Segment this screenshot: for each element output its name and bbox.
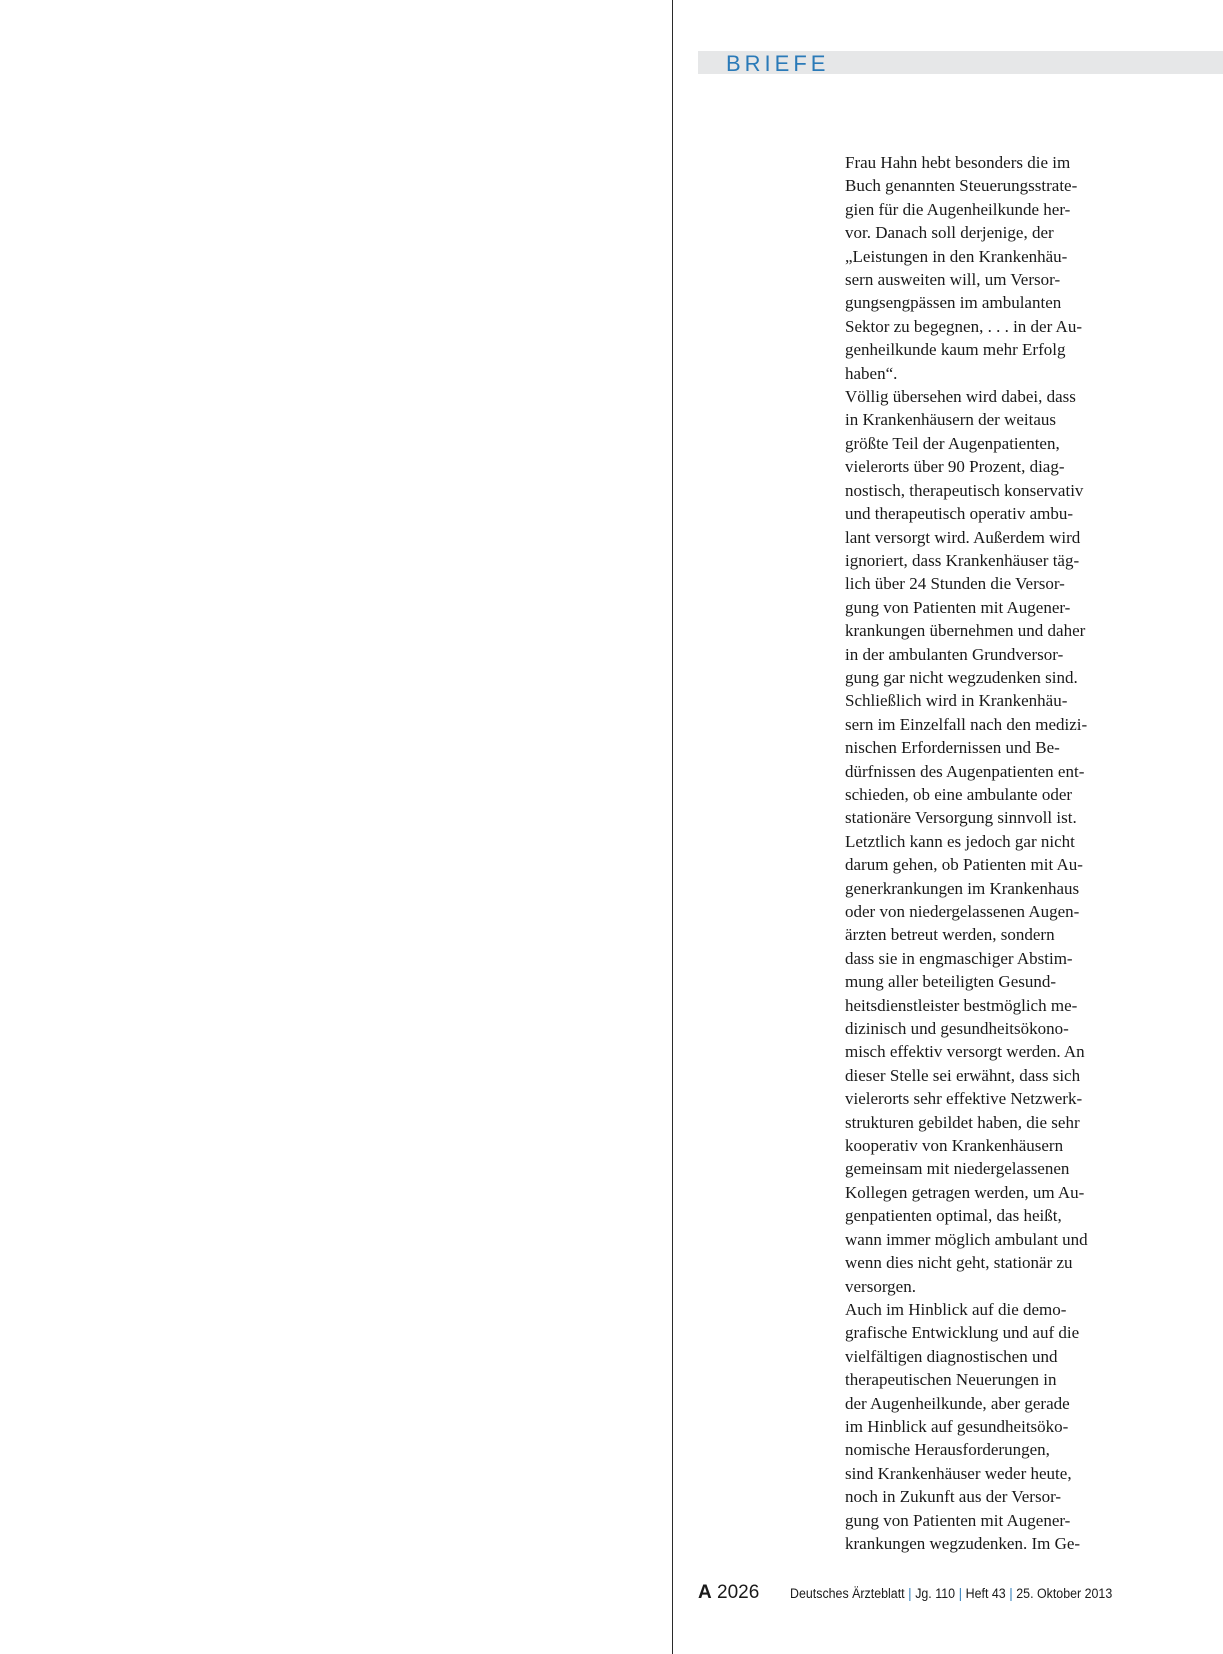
article-text-line: krankungen wegzudenken. Im Ge- <box>845 1533 1081 1553</box>
article-text-line: dass sie in engmaschiger Abstim- <box>845 948 1073 968</box>
article-text-line: in der ambulanten Grundversor- <box>845 644 1064 664</box>
section-header <box>698 51 1223 74</box>
article-text-line: der Augenheilkunde, aber gerade <box>845 1393 1070 1413</box>
article-text-line: Völlig übersehen wird dabei, dass <box>845 387 1076 407</box>
journal-volume: Jg. 110 <box>915 1586 956 1601</box>
article-text-line: dizinisch und gesundheitsökono- <box>845 1019 1069 1039</box>
article-text-line: sind Krankenhäuser weder heute, <box>845 1463 1072 1483</box>
article-text-line: generkrankungen im Krankenhaus <box>845 878 1080 898</box>
article-text-line: vielerorts sehr effektive Netzwerk- <box>845 1089 1083 1109</box>
article-text-line: Letztlich kann es jedoch gar nicht <box>845 831 1075 851</box>
article-text-line: vielerorts über 90 Prozent, diag- <box>845 457 1065 477</box>
article-text-line: Buch genannten Steuerungsstrate- <box>845 176 1078 196</box>
page-number-letter: A <box>698 1582 712 1603</box>
article-text-line: im Hinblick auf gesundheitsöko- <box>845 1416 1069 1436</box>
article-text-line: genpatienten optimal, das heißt, <box>845 1206 1062 1226</box>
footer-separator: | <box>908 1586 912 1601</box>
article-text-line: strukturen gebildet haben, die sehr <box>845 1112 1080 1132</box>
page-number-value: 2026 <box>717 1582 760 1603</box>
article-text-line: in Krankenhäusern der weitaus <box>845 410 1057 430</box>
article-text-line: sern im Einzelfall nach den medizi- <box>845 714 1088 734</box>
article-text-line: Schließlich wird in Krankenhäu- <box>845 691 1068 711</box>
journal-issue: Heft 43 <box>965 1586 1006 1601</box>
article-text-line: gemeinsam mit niedergelassenen <box>845 1159 1070 1179</box>
article-text-line: „Leistungen in den Krankenhäu- <box>845 246 1068 266</box>
article-text-line: versorgen. <box>845 1276 916 1296</box>
article-text-line: Auch im Hinblick auf die demo- <box>845 1299 1067 1319</box>
journal-name: Deutsches Ärzteblatt <box>790 1586 905 1601</box>
article-text-line: und therapeutisch operativ ambu- <box>845 504 1074 524</box>
article-text-line: vielfältigen diagnostischen und <box>845 1346 1058 1366</box>
article-text-line: stationäre Versorgung sinnvoll ist. <box>845 808 1077 828</box>
article-text-line: Frau Hahn hebt besonders die im <box>845 153 1071 172</box>
article-text-line: ärzten betreut werden, sondern <box>845 925 1055 945</box>
article-text-line: nostisch, therapeutisch konservativ <box>845 480 1084 500</box>
article-text-line: haben“. <box>845 363 898 383</box>
journal-date: 25. Oktober 2013 <box>1016 1586 1113 1601</box>
article-text-line: nischen Erfordernissen und Be- <box>845 738 1060 758</box>
journal-meta <box>790 1585 1112 1603</box>
article-text-line: vor. Danach soll derjenige, der <box>845 223 1054 243</box>
article-text-line: Kollegen getragen werden, um Au- <box>845 1182 1085 1202</box>
article-text-line: kooperativ von Krankenhäusern <box>845 1136 1064 1156</box>
article-text-line: darum gehen, ob Patienten mit Au- <box>845 855 1083 875</box>
article-text-line: größte Teil der Augenpatienten, <box>845 433 1060 453</box>
article-text-line: ignoriert, dass Krankenhäuser täg- <box>845 550 1080 570</box>
article-text-line: noch in Zukunft aus der Versor- <box>845 1487 1062 1507</box>
article-text-line: krankungen übernehmen und daher <box>845 621 1086 641</box>
article-text-line: nomische Herausforderungen, <box>845 1440 1050 1460</box>
article-text-line: grafische Entwicklung und auf die <box>845 1323 1080 1343</box>
article-text-line: lant versorgt wird. Außerdem wird <box>845 527 1081 547</box>
article-text-line: oder von niedergelassenen Augen- <box>845 902 1080 921</box>
article-text-line: Sektor zu begegnen, . . . in der Au- <box>845 316 1082 336</box>
article-text-line: lich über 24 Stunden die Versor- <box>845 574 1065 594</box>
article-text-line: mung aller beteiligten Gesund- <box>845 972 1057 992</box>
article-text-line: gung gar nicht wegzudenken sind. <box>845 667 1078 687</box>
article-text-line: misch effektiv versorgt werden. An <box>845 1042 1085 1062</box>
article-text-line: therapeutischen Neuerungen in <box>845 1370 1057 1390</box>
article-text-line: genheilkunde kaum mehr Erfolg <box>845 340 1066 360</box>
article-body <box>845 151 1135 1555</box>
article-text-line: gien für die Augenheilkunde her- <box>845 199 1071 219</box>
article-text-line: gungsengpässen im ambulanten <box>845 293 1062 313</box>
article-text-line: gung von Patienten mit Augener- <box>845 1510 1071 1530</box>
footer-separator: | <box>1009 1586 1013 1601</box>
page-number <box>698 1580 759 1606</box>
article-text-line: wann immer möglich ambulant und <box>845 1229 1088 1249</box>
page-divider <box>672 0 673 1654</box>
article-text-line: heitsdienstleister bestmöglich me- <box>845 995 1078 1015</box>
article-text-line: schieden, ob eine ambulante oder <box>845 784 1073 804</box>
section-label: BRIEFE <box>726 51 830 76</box>
article-text-line: sern ausweiten will, um Versor- <box>845 270 1061 290</box>
article-text-line: wenn dies nicht geht, stationär zu <box>845 1253 1073 1273</box>
article-text-line: dieser Stelle sei erwähnt, dass sich <box>845 1065 1081 1085</box>
article-text-line: gung von Patienten mit Augener- <box>845 597 1071 617</box>
footer-separator: | <box>958 1586 962 1601</box>
page-footer <box>698 1580 1128 1610</box>
article-text-line: dürfnissen des Augenpatienten ent- <box>845 761 1085 781</box>
